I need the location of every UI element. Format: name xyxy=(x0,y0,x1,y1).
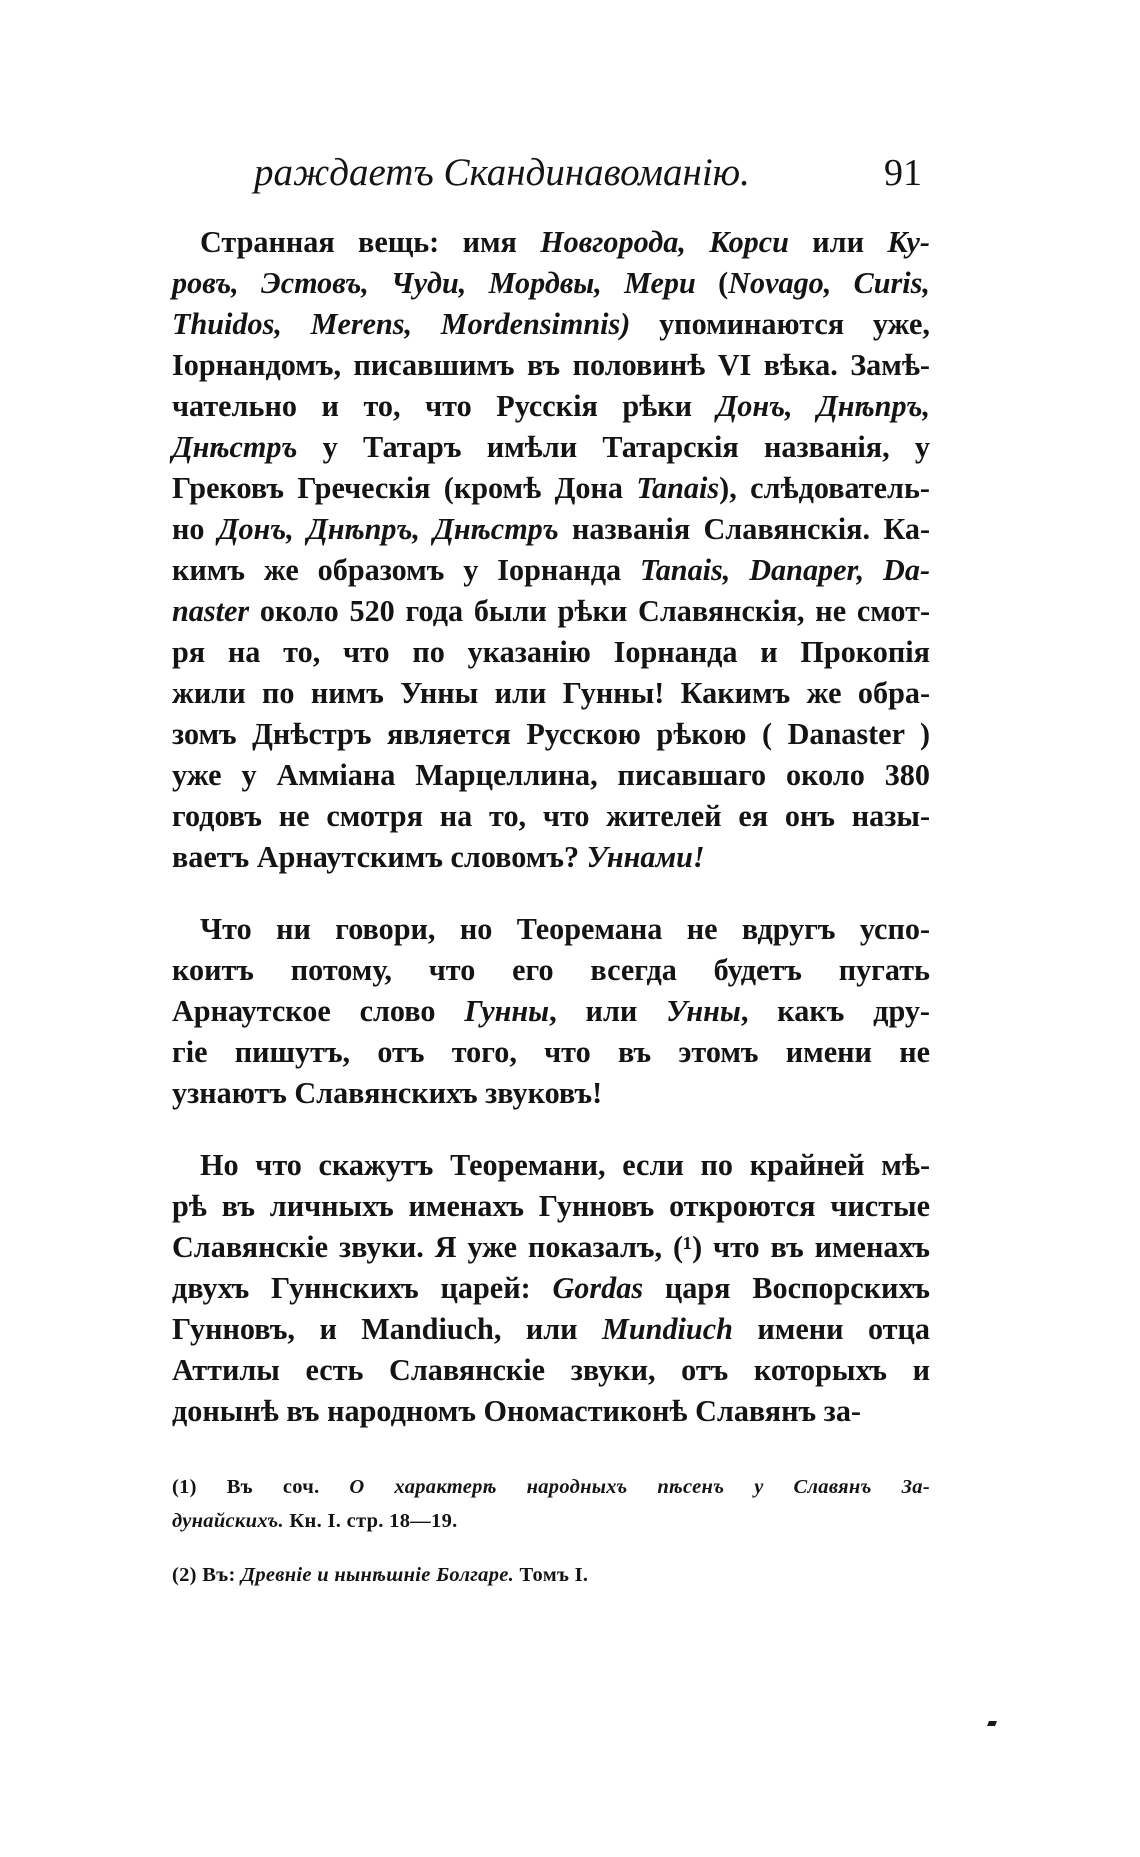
italic-text: Днѣстръ xyxy=(172,430,298,464)
text-line xyxy=(172,1186,930,1227)
text-line xyxy=(172,632,930,673)
text-run: коитъ потому, что его всегда будетъ пугать xyxy=(172,953,930,987)
text-line xyxy=(172,837,930,878)
italic-text: Гунны xyxy=(464,994,550,1028)
italic-text: О характерѣ народныхъ пѣсенъ у Славянъ За- xyxy=(349,1476,930,1498)
italic-text: Tanais, Danaper, Da- xyxy=(640,553,931,587)
text-line xyxy=(172,991,930,1032)
text-run: Грековъ Греческія (кромѣ Дона xyxy=(172,471,637,505)
page-header xyxy=(172,150,930,222)
text-run: Кн. I. стр. 18—19. xyxy=(283,1510,458,1532)
text-line xyxy=(172,509,930,550)
text-run: царя Воспорскихъ xyxy=(643,1271,930,1305)
text-run: ( xyxy=(695,266,729,300)
paragraph-1 xyxy=(172,222,930,878)
text-line xyxy=(172,591,930,632)
paragraph-3 xyxy=(172,1145,930,1432)
text-run: Что ни говори, но Теоремана не вдругъ успо- xyxy=(200,912,930,946)
text-run: чательно и то, что Русскія рѣки xyxy=(172,389,717,423)
italic-text: Tanais xyxy=(636,471,720,505)
text-run: , или xyxy=(549,994,667,1028)
text-line xyxy=(172,714,930,755)
text-run: Странная вещь: имя xyxy=(200,225,541,259)
text-run: Но что скажутъ Теоремани, если по крайней мѣ- xyxy=(200,1148,930,1182)
text-run: около 520 года были рѣки Славянскія, не смот- xyxy=(249,594,930,628)
text-run: ваетъ Арнаутскимъ словомъ? xyxy=(172,840,587,874)
page-number: 91 xyxy=(884,152,922,194)
text-run: двухъ Гуннскихъ царей: xyxy=(172,1271,553,1305)
text-line xyxy=(172,550,930,591)
text-line xyxy=(172,1145,930,1186)
text-run: у Татаръ имѣли Татарскія названія, у xyxy=(297,430,930,464)
italic-text: Древніе и нынѣшніе Болгаре. xyxy=(241,1564,515,1586)
text-line xyxy=(172,1309,930,1350)
text-line xyxy=(172,673,930,714)
text-run: или xyxy=(788,225,888,259)
paragraph-2 xyxy=(172,909,930,1114)
footnote-1 xyxy=(172,1470,930,1538)
text-run: рѣ въ личныхъ именахъ Гунновъ откроются чистые xyxy=(172,1189,930,1223)
text-run: кимъ же образомъ у Іорнанда xyxy=(172,553,641,587)
italic-text: Унны xyxy=(666,994,741,1028)
text-line xyxy=(172,468,930,509)
text-run: Славянскіе звуки. Я уже показалъ, (¹) что въ именахъ xyxy=(172,1230,930,1264)
text-line xyxy=(172,386,930,427)
text-run: Іорнандомъ, писавшимъ въ половинѣ VI вѣка. Замѣ- xyxy=(172,348,930,382)
text-line xyxy=(172,427,930,468)
italic-text: дунайскихъ. xyxy=(172,1510,284,1532)
text-run: узнаютъ Славянскихъ звуковъ! xyxy=(172,1076,603,1110)
text-run: упоминаются уже, xyxy=(630,307,930,341)
text-line xyxy=(172,950,930,991)
text-run: гіе пишутъ, отъ того, что въ этомъ имени не xyxy=(172,1035,930,1069)
italic-text: Донъ, Днѣпръ, xyxy=(716,389,930,423)
text-run: (1) Въ соч. xyxy=(172,1476,350,1498)
text-run: ря на то, что по указанію Іорнанда и Прокопія xyxy=(172,635,930,669)
text-line xyxy=(172,755,930,796)
text-run: (2) Въ: xyxy=(172,1564,242,1586)
text-line xyxy=(172,304,930,345)
text-line xyxy=(172,1268,930,1309)
text-run: уже у Амміана Марцеллина, писавшаго около 380 xyxy=(172,758,930,792)
text-line xyxy=(172,222,930,263)
text-run: названія Славянскія. Ка- xyxy=(558,512,930,546)
text-line xyxy=(172,1350,930,1391)
text-line xyxy=(172,345,930,386)
italic-text: Mundiuch xyxy=(602,1312,733,1346)
text-run: годовъ не смотря на то, что жителей ея онъ назы- xyxy=(172,799,930,833)
text-line xyxy=(172,1504,930,1538)
text-line xyxy=(172,909,930,950)
italic-text: Gordas xyxy=(552,1271,644,1305)
text-line xyxy=(172,1227,930,1268)
italic-text: Ку- xyxy=(887,225,930,259)
text-run: Томъ I. xyxy=(514,1564,589,1586)
running-head: раждаетъ Скандинавоманію. xyxy=(254,151,750,194)
text-run: зомъ Днѣстръ является Русскою рѣкою ( Danaster ) xyxy=(172,717,930,751)
italic-text: Новгорода, Корси xyxy=(540,225,789,259)
text-run: имени отца xyxy=(732,1312,931,1346)
footnote-2 xyxy=(172,1558,930,1592)
book-page xyxy=(172,150,930,1592)
italic-text: naster xyxy=(172,594,250,628)
text-line xyxy=(172,1558,930,1592)
text-line xyxy=(172,1032,930,1073)
text-line xyxy=(172,1391,930,1432)
text-run: но xyxy=(172,512,218,546)
text-run: Арнаутское слово xyxy=(172,994,465,1028)
italic-text: Донъ, Днѣпръ, Днѣстръ xyxy=(217,512,559,546)
italic-text: ровъ, Эстовъ, Чуди, Мордвы, Мери xyxy=(172,266,696,300)
text-run: Аттилы есть Славянскіе звуки, отъ которыхъ и xyxy=(172,1353,930,1387)
italic-text: Novago, Curis, xyxy=(728,266,930,300)
text-line xyxy=(172,1470,930,1504)
text-line xyxy=(172,796,930,837)
ink-mark xyxy=(987,1721,997,1726)
text-run: ), слѣдователь- xyxy=(719,471,930,505)
text-run: Гунновъ, и Mandiuch, или xyxy=(172,1312,603,1346)
text-run: жили по нимъ Унны или Гунны! Какимъ же обра- xyxy=(172,676,930,710)
text-run: донынѣ въ народномъ Ономастиконѣ Славянъ за- xyxy=(172,1394,861,1428)
text-run: , какъ дру- xyxy=(740,994,930,1028)
italic-text: Thuidos, Merens, Mordensimnis) xyxy=(172,307,631,341)
text-line xyxy=(172,1073,930,1114)
italic-text: Уннами! xyxy=(586,840,705,874)
text-line xyxy=(172,263,930,304)
